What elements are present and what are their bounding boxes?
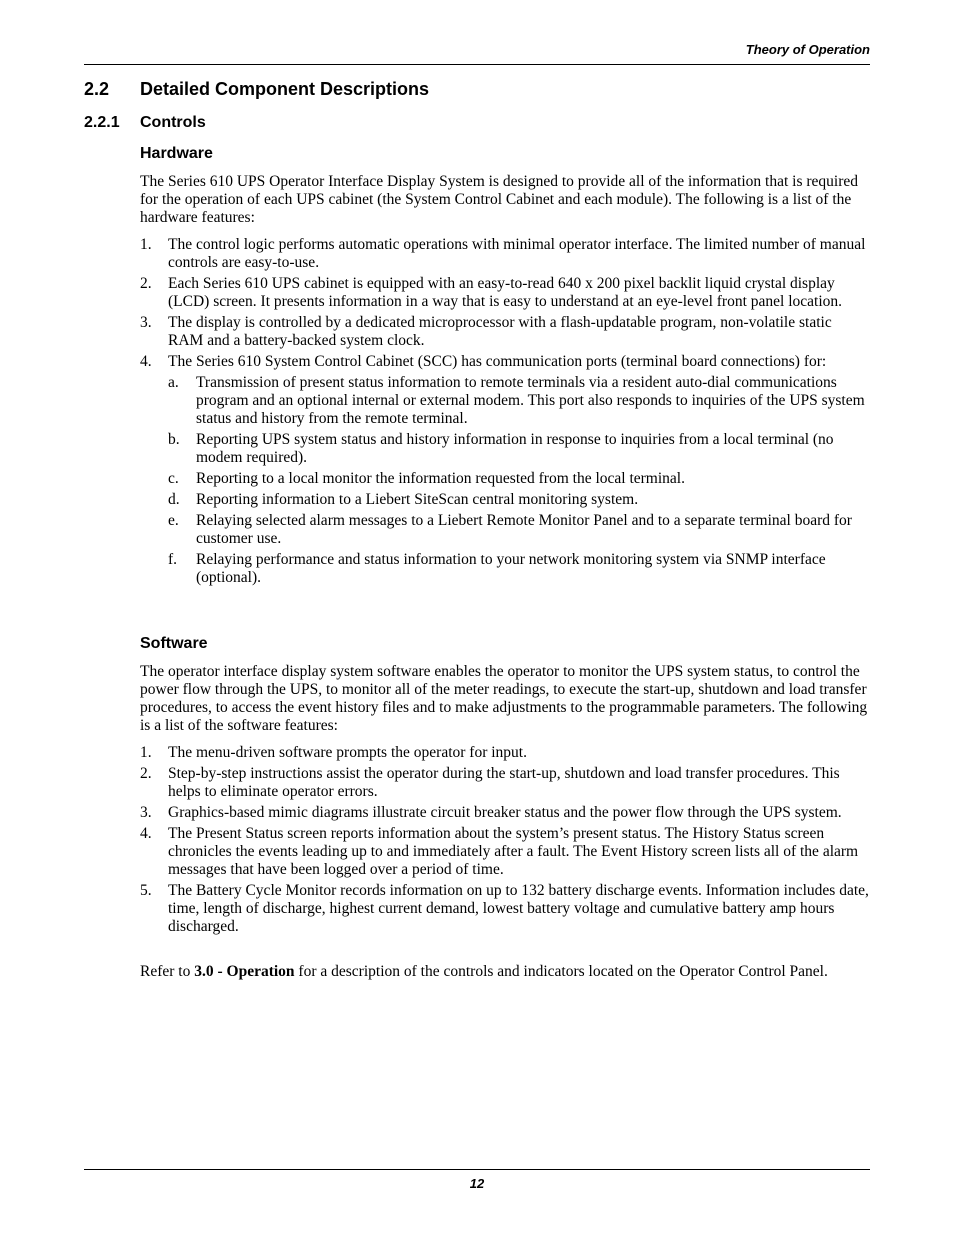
operation-section-reference: 3.0 - Operation [194,963,295,980]
list-item: 1. The menu-driven software prompts the operator for input. [140,744,527,761]
list-item: 5. The Battery Cycle Monitor records information on up to 132 battery discharge events. Information includes date, time, length of discharge, highest current demand, lowest battery voltage and cumulative battery amp hours discharged. [140,882,869,935]
sublist-item: c. Reporting to a local monitor the information requested from the local terminal. [168,470,685,487]
hardware-sublist [168,374,870,587]
running-header-title: Theory of Operation [745,42,870,57]
list-item: 2. Step-by-step instructions assist the operator during the start-up, shutdown and load transfer procedures. This helps to eliminate operator errors. [140,765,840,800]
section-heading [84,79,429,100]
footer-rule [84,1169,870,1170]
hardware-intro: The Series 610 UPS Operator Interface Display System is designed to provide all of the information that is required for the operation of each UPS cabinet (the System Control Cabinet and each module). The following is a list of the hardware features: [140,173,858,226]
header-rule [84,64,870,65]
hardware-heading: Hardware [140,145,213,162]
list-item: 1. The control logic performs automatic operations with minimal operator interface. The limited number of manual controls are easy-to-use. [140,236,866,271]
hardware-list [140,236,870,590]
subsection-heading [84,114,206,132]
sublist-item: f. Relaying performance and status information to your network monitoring system via SNMP interface (optional). [168,551,826,586]
sublist-item: b. Reporting UPS system status and history information in response to inquiries from a local terminal (no modem required). [168,431,834,466]
sublist-item: d. Reporting information to a Liebert SiteScan central monitoring system. [168,491,639,508]
refer-paragraph: Refer to 3.0 - Operation for a description of the controls and indicators located on the Operator Control Panel. [140,963,828,980]
software-heading: Software [140,635,208,652]
sublist-item: e. Relaying selected alarm messages to a Liebert Remote Monitor Panel and to a separate terminal board for customer use. [168,512,852,547]
list-item: 3. The display is controlled by a dedicated microprocessor with a flash-updatable program, non-volatile static RAM and a battery-backed system clock. [140,314,832,349]
list-item: 2. Each Series 610 UPS cabinet is equipped with an easy-to-read 640 x 200 pixel backlit liquid crystal display (LCD) screen. It presents information in a way that is easy to understand at an eye-level front panel location. [140,275,843,310]
sublist-item: a. Transmission of present status information to remote terminals via a resident auto-dial communications program and an optional internal or external modem. This port also responds to inquiries of the UPS system status and history from the remote terminal. [168,374,865,427]
subsection-number: 2.2.1 [84,114,120,131]
section-title: Detailed Component Descriptions [140,79,430,99]
subsection-title: Controls [140,114,206,131]
section-number: 2.2 [84,79,110,99]
list-item: 4. The Present Status screen reports information about the system’s present status. The History Status screen chronicles the events leading up to and immediately after a fault. The Event History screen lists all of the alarm messages that have been logged over a period of time. [140,825,859,878]
list-item: 3. Graphics-based mimic diagrams illustrate circuit breaker status and the power flow through the UPS system. [140,804,842,821]
software-list [140,744,870,939]
software-intro: The operator interface display system software enables the operator to monitor the UPS system status, to control the power flow through the UPS, to monitor all of the meter readings, to execute the start-up, shutdown and load transfer procedures, to access the event history files and to make adjustments to the programmable parameters. The following is a list of the software features: [140,663,868,734]
list-item: 4. The Series 610 System Control Cabinet (SCC) has communication ports (terminal board connections) for: a. Transmission of present status information to remote terminals via a resident auto-dial communications program and an optional internal or external modem. This port also responds to inquiries of the UPS system status and history from the remote terminal. b. Reporting UPS system status and history information in response to inquiries from a local terminal (no modem required). c. Reporting to a local monitor the information requested from the local terminal. d. Reporting information to a Liebert SiteScan central monitoring system. e. Relaying selected alarm messages to a Liebert Remote Monitor Panel and to a separate terminal board for customer use. f. Relaying performance and status information to your network monitoring system via SNMP interface (optional). [140,353,870,587]
page-number: 12 [469,1176,485,1191]
